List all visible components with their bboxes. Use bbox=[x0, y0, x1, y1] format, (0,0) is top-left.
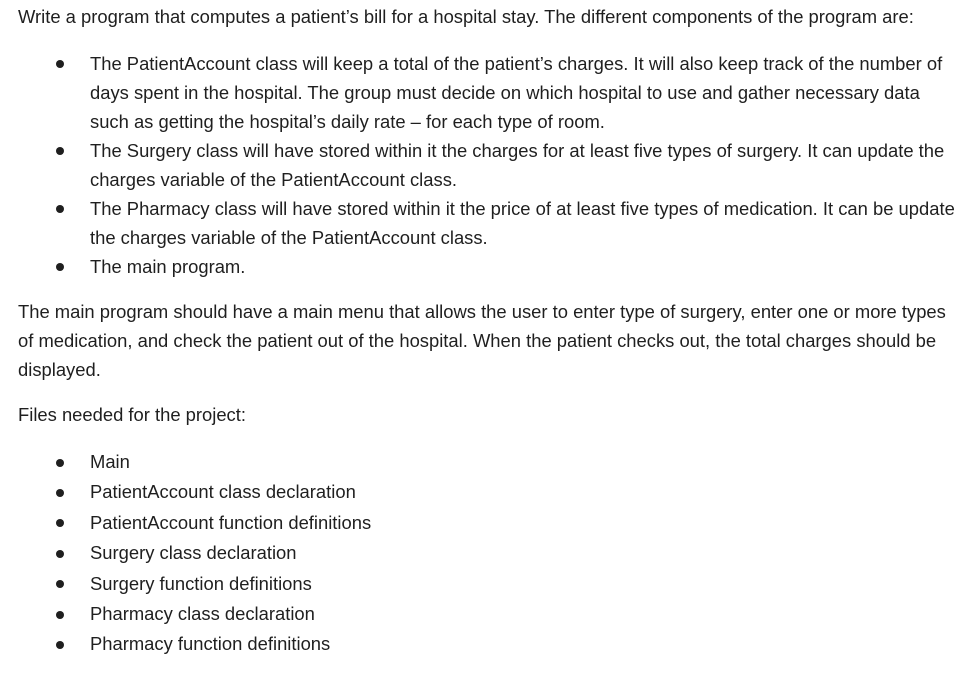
files-list bbox=[18, 447, 963, 660]
list-item bbox=[18, 508, 963, 538]
list-item-text: Pharmacy class declaration bbox=[90, 603, 315, 625]
list-item-text: Pharmacy function definitions bbox=[90, 633, 331, 655]
main-menu-paragraph: The main program should have a main menu that allows the user to enter type of surgery, enter one or more types of medication, and check the patient out of the hospital. When the patient checks out, the total charges should be displayed. bbox=[18, 301, 946, 380]
bullet-icon bbox=[56, 147, 64, 155]
list-item bbox=[18, 194, 963, 252]
list-item-text: PatientAccount class declaration bbox=[90, 481, 356, 503]
list-item bbox=[18, 136, 963, 194]
list-item-text: The Surgery class will have stored within it the charges for at least five types of surgery. It can update the charges variable of the PatientAccount class. bbox=[90, 140, 945, 190]
intro-paragraph: Write a program that computes a patient’s bill for a hospital stay. The different components of the program are: bbox=[18, 6, 914, 27]
bullet-icon bbox=[56, 263, 64, 271]
list-item bbox=[18, 49, 963, 136]
bullet-icon bbox=[56, 60, 64, 68]
list-item bbox=[18, 477, 963, 507]
assignment-document bbox=[18, 2, 963, 660]
list-item bbox=[18, 252, 963, 281]
bullet-icon bbox=[56, 611, 64, 619]
list-item-text: PatientAccount function definitions bbox=[90, 511, 372, 533]
bullet-icon bbox=[56, 459, 64, 467]
list-item-text: The Pharmacy class will have stored within it the price of at least five types of medication. It can be update the charges variable of the PatientAccount class. bbox=[90, 198, 955, 248]
components-list bbox=[18, 49, 963, 281]
list-item-text: Main bbox=[90, 451, 130, 472]
bullet-icon bbox=[56, 489, 64, 497]
files-label: Files needed for the project: bbox=[18, 404, 246, 425]
list-item-text: Surgery function definitions bbox=[90, 572, 312, 594]
list-item-text: The main program. bbox=[90, 256, 246, 277]
list-item bbox=[18, 629, 963, 659]
bullet-icon bbox=[56, 580, 64, 588]
bullet-icon bbox=[56, 205, 64, 213]
list-item-text: Surgery class declaration bbox=[90, 542, 297, 564]
list-item-text: The PatientAccount class will keep a total of the patient’s charges. It will also keep track of the number of days spent in the hospital. The group must decide on which hospital to use and gather necessary data such as getting the hospital’s daily rate – for each type of room. bbox=[90, 53, 943, 132]
list-item bbox=[18, 538, 963, 568]
list-item bbox=[18, 447, 963, 477]
list-item bbox=[18, 569, 963, 599]
bullet-icon bbox=[56, 641, 64, 649]
bullet-icon bbox=[56, 519, 64, 527]
list-item bbox=[18, 599, 963, 629]
bullet-icon bbox=[56, 550, 64, 558]
